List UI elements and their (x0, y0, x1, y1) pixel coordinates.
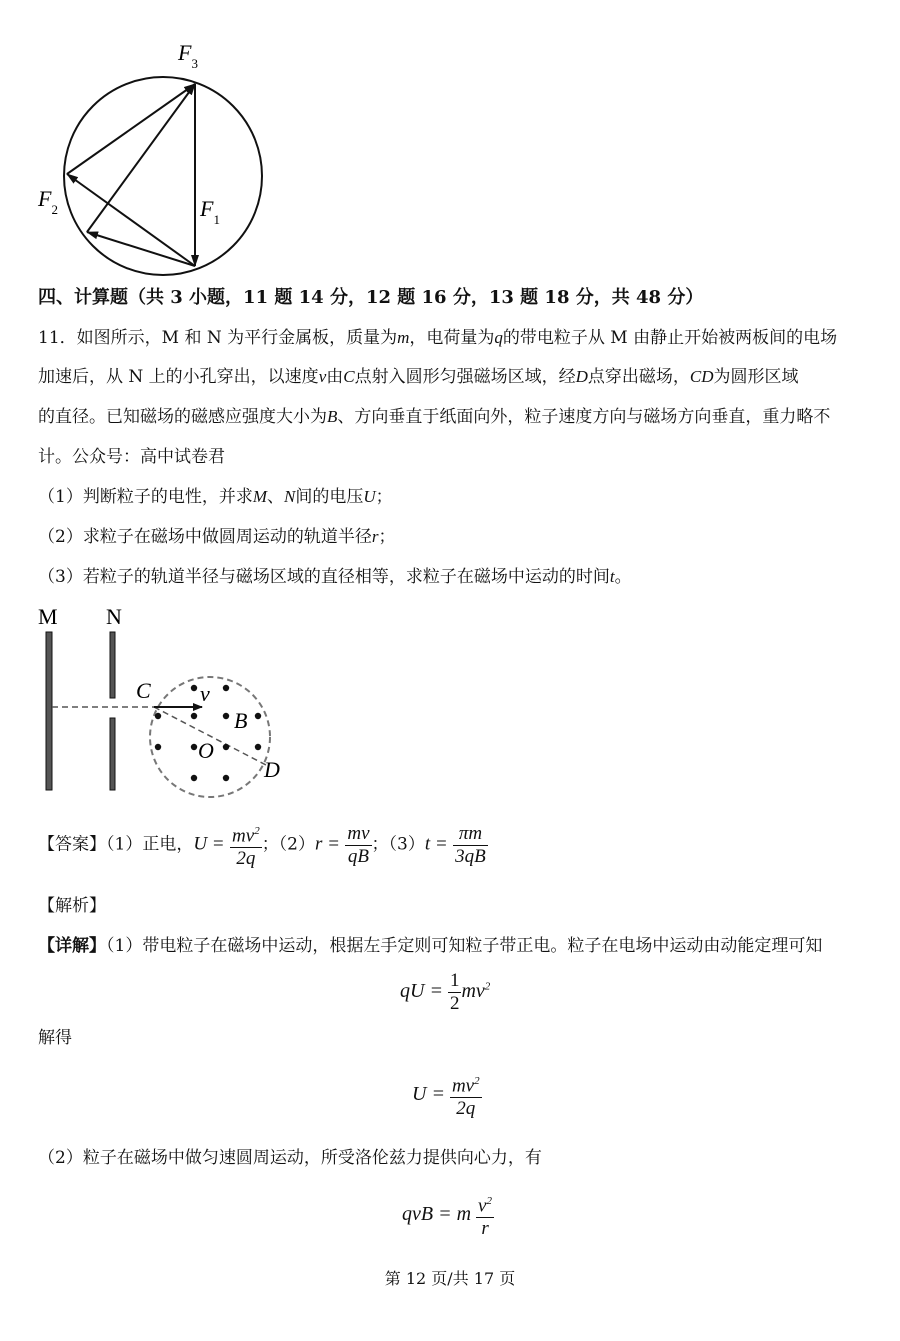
force-arrow-f2 (87, 232, 195, 266)
detail-text-1: 【详解】（1）带电粒子在磁场中运动，根据左手定则可知粒子带正电。粒子在电场中运动由动能定理可知 (38, 936, 823, 956)
plate-n-label: N (106, 604, 122, 629)
label-f1: $F_1$ (200, 196, 220, 227)
question-3: （3）若粒子的轨道半径与磁场区域的直径相等，求粒子在磁场中运动的时间t。 (38, 567, 632, 587)
velocity-label: v (200, 681, 210, 706)
detail-text-2: （2）粒子在磁场中做匀速圆周运动，所受洛伦兹力提供向心力，有 (38, 1148, 542, 1168)
plate-n-upper (110, 632, 115, 698)
page-footer: 第 12 页/共 17 页 (384, 1269, 516, 1288)
section-heading: 四、计算题（共 3 小题，11 题 14 分，12 题 16 分，13 题 18 分，共 48 分） (38, 287, 704, 308)
label-f3: $F_3$ (178, 40, 198, 71)
problem-line-2: 加速后，从 N 上的小孔穿出，以速度v由C点射入圆形匀强磁场区域，经D点穿出磁场，CD为圆形区域 (38, 367, 799, 387)
question-2: （2）求粒子在磁场中做圆周运动的轨道半径r； (38, 527, 396, 547)
problem-line-1: 11．如图所示，M 和 N 为平行金属板，质量为m，电荷量为q的带电粒子从 M 由静止开始被两板间的电场 (38, 328, 838, 348)
analysis-label: 【解析】 (38, 896, 106, 916)
field-region (150, 677, 270, 797)
answer-line: 【答案】（1）正电，U = $\frac{mv^2}{2q}$ ；（2）r = $\frac{mv}{qB}$ ；（3）t = $\frac{\pi m}{3qB}$ (38, 820, 488, 870)
label-f2: $F_2$ (38, 186, 58, 217)
force-arrow-f3 (67, 84, 195, 174)
field-diagram (30, 600, 310, 800)
solve-label: 解得 (38, 1028, 72, 1048)
equation-3: qvB = m $\frac{v^2}{r}$ (402, 1190, 494, 1240)
equation-2: U = $\frac{mv^2}{2q}$ (412, 1070, 482, 1120)
equation-1: qU = $\frac{1}{2}$ $mv^2$ (400, 970, 491, 1014)
question-1: （1）判断粒子的电性，并求M、N间的电压U； (38, 487, 393, 507)
center-o-label: O (198, 738, 214, 763)
force-arrow-f2-long (67, 174, 195, 266)
plate-m (46, 632, 52, 790)
point-c-label: C (136, 678, 151, 703)
plate-m-label: M (38, 604, 58, 629)
plate-n-lower (110, 718, 115, 790)
field-b-label: B (234, 708, 248, 733)
problem-line-4: 计。公众号：高中试卷君 (38, 447, 225, 467)
force-arrow-f3-long (87, 84, 195, 232)
problem-line-3: 的直径。已知磁场的磁感应强度大小为B、方向垂直于纸面向外，粒子速度方向与磁场方向垂直，重力略不 (38, 407, 831, 427)
force-diagram (30, 36, 280, 276)
point-d-label: D (264, 757, 280, 782)
